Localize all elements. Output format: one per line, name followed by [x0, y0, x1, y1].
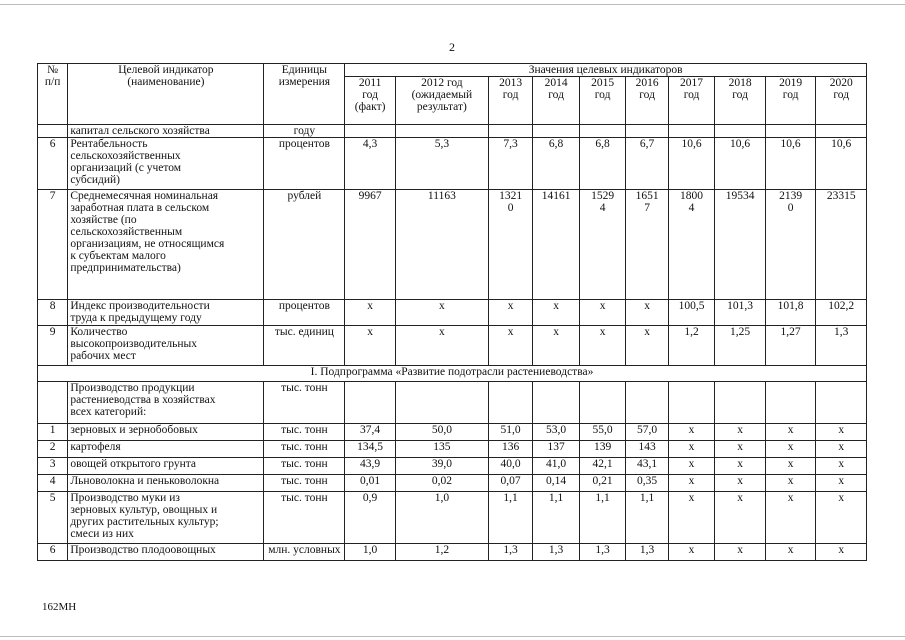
- indicator-value: х: [668, 492, 715, 544]
- indicator-value: 0,14: [533, 475, 580, 492]
- indicator-value: 0,9: [345, 492, 396, 544]
- row-number: 2: [38, 441, 68, 458]
- indicator-value: 137: [533, 441, 580, 458]
- header-year: 2017 год: [668, 77, 715, 125]
- row-number: 7: [38, 190, 68, 300]
- header-year: 2013 год: [488, 77, 532, 125]
- indicator-name: овощей открытого грунта: [68, 458, 264, 475]
- indicator-unit: тыс. тонн: [264, 492, 345, 544]
- indicator-value: х: [715, 441, 766, 458]
- group-empty-cell: [626, 382, 668, 424]
- header-indicator: Целевой индикатор (наименование): [68, 64, 264, 125]
- indicator-value: 7,3: [488, 138, 532, 190]
- indicator-value: 39,0: [395, 458, 488, 475]
- indicator-value: х: [488, 326, 532, 366]
- indicator-name: Среднемесячная номинальная заработная плата в сельском хозяйстве (по сельскохозяйственным организациям, не относящимся к субъектам малого предпринимательства): [68, 190, 264, 300]
- group-name: Производство продукции растениеводства в хозяйствах всех категорий:: [68, 382, 264, 424]
- header-year: 2015 год: [579, 77, 626, 125]
- header-num: № п/п: [38, 64, 68, 125]
- group-empty-cell: [579, 382, 626, 424]
- indicator-value: 9967: [345, 190, 396, 300]
- indicator-value: х: [626, 326, 668, 366]
- indicator-value: 1,3: [488, 544, 532, 561]
- indicator-value: 37,4: [345, 424, 396, 441]
- continuation-unit: году: [264, 125, 345, 138]
- indicator-value: х: [715, 424, 766, 441]
- indicator-value: 23315: [816, 190, 867, 300]
- table-row: [38, 441, 867, 458]
- indicator-value: х: [668, 544, 715, 561]
- scan-edge-top: [0, 4, 905, 5]
- indicator-value: х: [345, 326, 396, 366]
- header-year: 2011 год (факт): [345, 77, 396, 125]
- indicator-name: Льноволокна и пеньковолокна: [68, 475, 264, 492]
- indicator-value: 6,7: [626, 138, 668, 190]
- table-row: [38, 475, 867, 492]
- indicator-unit: тыс. тонн: [264, 424, 345, 441]
- indicator-value: 101,3: [715, 300, 766, 326]
- table-row: [38, 544, 867, 561]
- indicator-name: Количество высокопроизводительных рабочих мест: [68, 326, 264, 366]
- indicator-unit: тыс. тонн: [264, 475, 345, 492]
- indicator-value: х: [488, 300, 532, 326]
- indicator-value: х: [668, 424, 715, 441]
- indicator-unit: процентов: [264, 300, 345, 326]
- row-number: 6: [38, 138, 68, 190]
- indicator-value: х: [715, 544, 766, 561]
- indicator-value: 1,2: [395, 544, 488, 561]
- indicator-value: х: [765, 441, 816, 458]
- indicator-value: х: [816, 424, 867, 441]
- indicator-value: 51,0: [488, 424, 532, 441]
- group-empty-cell: [533, 382, 580, 424]
- indicator-unit: тыс. единиц: [264, 326, 345, 366]
- indicator-value: 40,0: [488, 458, 532, 475]
- table-row: [38, 458, 867, 475]
- table-row: [38, 424, 867, 441]
- indicator-value: 57,0: [626, 424, 668, 441]
- indicator-value: х: [533, 300, 580, 326]
- indicator-value: х: [715, 458, 766, 475]
- indicator-value: х: [816, 544, 867, 561]
- indicator-unit: тыс. тонн: [264, 458, 345, 475]
- section-title: I. Подпрограмма «Развитие подотрасли растениеводства»: [38, 366, 867, 382]
- table-row: [38, 492, 867, 544]
- row-number: 9: [38, 326, 68, 366]
- indicator-value: х: [816, 492, 867, 544]
- continuation-num: [38, 125, 68, 138]
- indicator-value: х: [816, 475, 867, 492]
- group-unit: тыс. тонн: [264, 382, 345, 424]
- indicator-value: 1651 7: [626, 190, 668, 300]
- indicator-value: 50,0: [395, 424, 488, 441]
- group-empty-cell: [715, 382, 766, 424]
- header-year: 2019 год: [765, 77, 816, 125]
- indicator-value: х: [668, 458, 715, 475]
- header-units: Единицы измерения: [264, 64, 345, 125]
- indicator-value: 0,35: [626, 475, 668, 492]
- header-year: 2012 год (ожидаемый результат): [395, 77, 488, 125]
- indicator-value: х: [395, 326, 488, 366]
- header-values-title: Значения целевых индикаторов: [345, 64, 867, 77]
- group-empty-cell: [816, 382, 867, 424]
- indicator-unit: тыс. тонн: [264, 441, 345, 458]
- row-number: 4: [38, 475, 68, 492]
- indicator-value: 0,02: [395, 475, 488, 492]
- indicator-value: х: [765, 492, 816, 544]
- indicator-value: х: [715, 492, 766, 544]
- row-number: 1: [38, 424, 68, 441]
- indicator-value: 1,0: [395, 492, 488, 544]
- indicator-value: 101,8: [765, 300, 816, 326]
- header-year: 2016 год: [626, 77, 668, 125]
- indicator-value: 0,21: [579, 475, 626, 492]
- indicator-value: 102,2: [816, 300, 867, 326]
- indicator-value: 1529 4: [579, 190, 626, 300]
- table-row: [38, 326, 867, 366]
- indicator-value: 42,1: [579, 458, 626, 475]
- indicator-value: 143: [626, 441, 668, 458]
- header-year: 2018 год: [715, 77, 766, 125]
- indicator-value: 10,6: [816, 138, 867, 190]
- indicator-value: 53,0: [533, 424, 580, 441]
- group-empty-cell: [345, 382, 396, 424]
- indicator-value: 19534: [715, 190, 766, 300]
- indicator-value: 10,6: [668, 138, 715, 190]
- indicator-value: х: [765, 544, 816, 561]
- indicator-name: зерновых и зернобобовых: [68, 424, 264, 441]
- footer-code: 162МН: [42, 601, 77, 613]
- indicator-value: 1,1: [488, 492, 532, 544]
- group-row: [38, 382, 867, 424]
- indicator-value: х: [765, 458, 816, 475]
- group-empty-cell: [668, 382, 715, 424]
- indicator-value: 1,3: [533, 544, 580, 561]
- indicator-value: 136: [488, 441, 532, 458]
- indicator-value: х: [579, 300, 626, 326]
- page-number: 2: [449, 40, 455, 54]
- indicator-value: 1800 4: [668, 190, 715, 300]
- indicator-value: 135: [395, 441, 488, 458]
- row-number: 3: [38, 458, 68, 475]
- continuation-name: капитал сельского хозяйства: [68, 125, 264, 138]
- group-empty-cell: [395, 382, 488, 424]
- indicator-value: 1,0: [345, 544, 396, 561]
- indicator-value: 1,3: [816, 326, 867, 366]
- indicator-value: 100,5: [668, 300, 715, 326]
- indicator-value: 1,3: [626, 544, 668, 561]
- group-empty-cell: [765, 382, 816, 424]
- indicator-value: 1321 0: [488, 190, 532, 300]
- row-number: 5: [38, 492, 68, 544]
- indicator-name: Рентабельность сельскохозяйственных организаций (с учетом субсидий): [68, 138, 264, 190]
- indicator-value: 55,0: [579, 424, 626, 441]
- table-row: [38, 300, 867, 326]
- indicator-value: 41,0: [533, 458, 580, 475]
- section-row: [38, 366, 867, 382]
- indicator-value: 1,27: [765, 326, 816, 366]
- indicator-value: 1,25: [715, 326, 766, 366]
- indicator-unit: рублей: [264, 190, 345, 300]
- indicator-value: 1,1: [626, 492, 668, 544]
- indicator-value: 0,07: [488, 475, 532, 492]
- row-number: 8: [38, 300, 68, 326]
- indicator-value: 1,1: [533, 492, 580, 544]
- target-indicators-table: [37, 63, 867, 561]
- indicator-value: х: [395, 300, 488, 326]
- indicator-unit: процентов: [264, 138, 345, 190]
- scan-edge-bottom: [0, 636, 905, 637]
- indicator-value: х: [765, 424, 816, 441]
- row-number: 6: [38, 544, 68, 561]
- indicator-name: Производство муки из зерновых культур, овощных и других растительных культур; смеси из них: [68, 492, 264, 544]
- indicator-value: х: [533, 326, 580, 366]
- indicator-name: Производство плодоовощных: [68, 544, 264, 561]
- table-row: [38, 138, 867, 190]
- indicator-value: 10,6: [715, 138, 766, 190]
- indicator-value: 2139 0: [765, 190, 816, 300]
- header-year: 2020 год: [816, 77, 867, 125]
- indicator-value: 6,8: [579, 138, 626, 190]
- indicator-value: 11163: [395, 190, 488, 300]
- indicator-unit: млн. условных: [264, 544, 345, 561]
- indicator-value: х: [345, 300, 396, 326]
- indicator-value: х: [626, 300, 668, 326]
- indicator-value: 43,9: [345, 458, 396, 475]
- indicator-value: х: [579, 326, 626, 366]
- indicator-name: картофеля: [68, 441, 264, 458]
- indicator-value: х: [816, 458, 867, 475]
- header-year: 2014 год: [533, 77, 580, 125]
- indicator-value: 134,5: [345, 441, 396, 458]
- indicator-value: х: [765, 475, 816, 492]
- indicator-value: х: [715, 475, 766, 492]
- indicator-value: 5,3: [395, 138, 488, 190]
- indicator-value: 10,6: [765, 138, 816, 190]
- indicator-value: 1,3: [579, 544, 626, 561]
- indicator-value: 6,8: [533, 138, 580, 190]
- indicator-value: 4,3: [345, 138, 396, 190]
- table-row: [38, 190, 867, 300]
- indicator-value: х: [668, 475, 715, 492]
- group-num: [38, 382, 68, 424]
- group-empty-cell: [488, 382, 532, 424]
- indicator-value: 14161: [533, 190, 580, 300]
- indicator-name: Индекс производительности труда к предыдущему году: [68, 300, 264, 326]
- indicator-value: 43,1: [626, 458, 668, 475]
- indicator-value: 1,2: [668, 326, 715, 366]
- indicator-value: 0,01: [345, 475, 396, 492]
- indicator-value: х: [668, 441, 715, 458]
- indicator-value: 139: [579, 441, 626, 458]
- indicator-value: х: [816, 441, 867, 458]
- indicator-value: 1,1: [579, 492, 626, 544]
- continuation-row: [38, 125, 867, 138]
